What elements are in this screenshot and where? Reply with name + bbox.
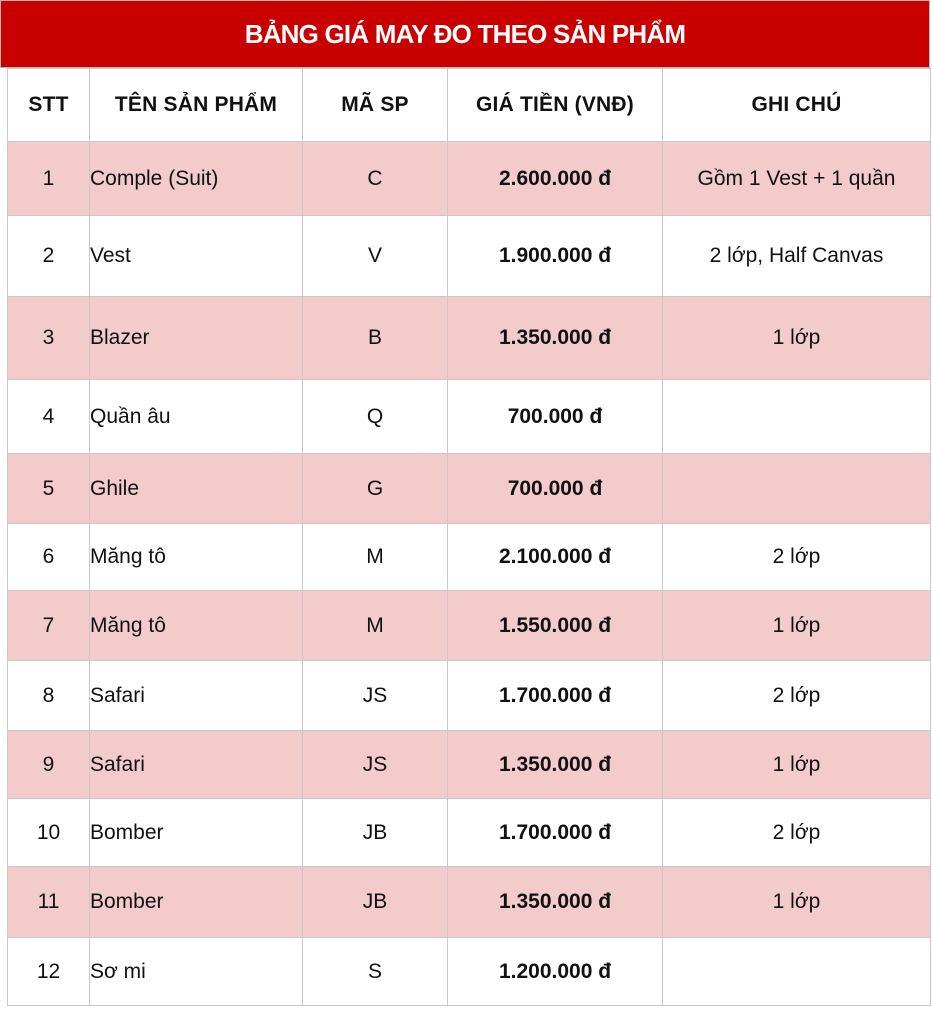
table-row (8, 731, 931, 799)
cell-stt: 3 (8, 297, 90, 380)
cell-stt: 12 (8, 938, 90, 1006)
cell-stt: 9 (8, 731, 90, 799)
cell-product-name: Vest (90, 216, 303, 297)
cell-note (663, 380, 931, 454)
cell-product-name: Bomber (90, 867, 303, 938)
table-title: BẢNG GIÁ MAY ĐO THEO SẢN PHẨM (0, 0, 930, 68)
cell-product-code: M (303, 591, 448, 661)
cell-product-name: Safari (90, 731, 303, 799)
cell-note (663, 454, 931, 524)
table-row (8, 661, 931, 731)
cell-note (663, 938, 931, 1006)
cell-product-code: JS (303, 731, 448, 799)
table-row (8, 142, 931, 216)
cell-price: 1.700.000 đ (448, 799, 663, 867)
cell-note: Gồm 1 Vest + 1 quần (663, 142, 931, 216)
table-row (8, 380, 931, 454)
table-body (8, 142, 931, 1006)
cell-product-name: Blazer (90, 297, 303, 380)
table-row (8, 524, 931, 591)
cell-stt: 6 (8, 524, 90, 591)
table-row (8, 867, 931, 938)
cell-note: 1 lớp (663, 591, 931, 661)
table-row (8, 938, 931, 1006)
cell-price: 1.550.000 đ (448, 591, 663, 661)
table-row (8, 799, 931, 867)
cell-product-name: Măng tô (90, 524, 303, 591)
cell-price: 1.350.000 đ (448, 297, 663, 380)
cell-product-code: JB (303, 867, 448, 938)
header-price: GIÁ TIỀN (VNĐ) (448, 69, 663, 142)
cell-price: 700.000 đ (448, 380, 663, 454)
cell-stt: 1 (8, 142, 90, 216)
cell-price: 1.700.000 đ (448, 661, 663, 731)
cell-note: 2 lớp (663, 524, 931, 591)
cell-product-code: B (303, 297, 448, 380)
cell-product-name: Sơ mi (90, 938, 303, 1006)
cell-product-code: JB (303, 799, 448, 867)
cell-product-name: Comple (Suit) (90, 142, 303, 216)
cell-product-name: Quần âu (90, 380, 303, 454)
cell-product-code: S (303, 938, 448, 1006)
cell-product-name: Safari (90, 661, 303, 731)
cell-product-name: Bomber (90, 799, 303, 867)
cell-product-code: Q (303, 380, 448, 454)
cell-product-code: G (303, 454, 448, 524)
cell-product-name: Ghile (90, 454, 303, 524)
header-note: GHI CHÚ (663, 69, 931, 142)
cell-price: 1.900.000 đ (448, 216, 663, 297)
cell-stt: 4 (8, 380, 90, 454)
cell-price: 2.600.000 đ (448, 142, 663, 216)
table-row (8, 297, 931, 380)
cell-price: 1.200.000 đ (448, 938, 663, 1006)
cell-note: 1 lớp (663, 867, 931, 938)
cell-note: 1 lớp (663, 731, 931, 799)
cell-stt: 2 (8, 216, 90, 297)
cell-product-code: V (303, 216, 448, 297)
cell-stt: 10 (8, 799, 90, 867)
cell-note: 2 lớp, Half Canvas (663, 216, 931, 297)
cell-stt: 7 (8, 591, 90, 661)
table-row (8, 591, 931, 661)
price-table (7, 68, 931, 1006)
cell-note: 2 lớp (663, 661, 931, 731)
header-row (8, 69, 931, 142)
header-code: MÃ SP (303, 69, 448, 142)
cell-product-name: Măng tô (90, 591, 303, 661)
table-row (8, 454, 931, 524)
cell-stt: 8 (8, 661, 90, 731)
cell-price: 700.000 đ (448, 454, 663, 524)
cell-stt: 11 (8, 867, 90, 938)
header-stt: STT (8, 69, 90, 142)
cell-product-code: C (303, 142, 448, 216)
cell-note: 2 lớp (663, 799, 931, 867)
cell-stt: 5 (8, 454, 90, 524)
cell-price: 1.350.000 đ (448, 867, 663, 938)
cell-product-code: M (303, 524, 448, 591)
cell-product-code: JS (303, 661, 448, 731)
table-row (8, 216, 931, 297)
cell-price: 1.350.000 đ (448, 731, 663, 799)
cell-note: 1 lớp (663, 297, 931, 380)
header-name: TÊN SẢN PHẨM (90, 69, 303, 142)
cell-price: 2.100.000 đ (448, 524, 663, 591)
